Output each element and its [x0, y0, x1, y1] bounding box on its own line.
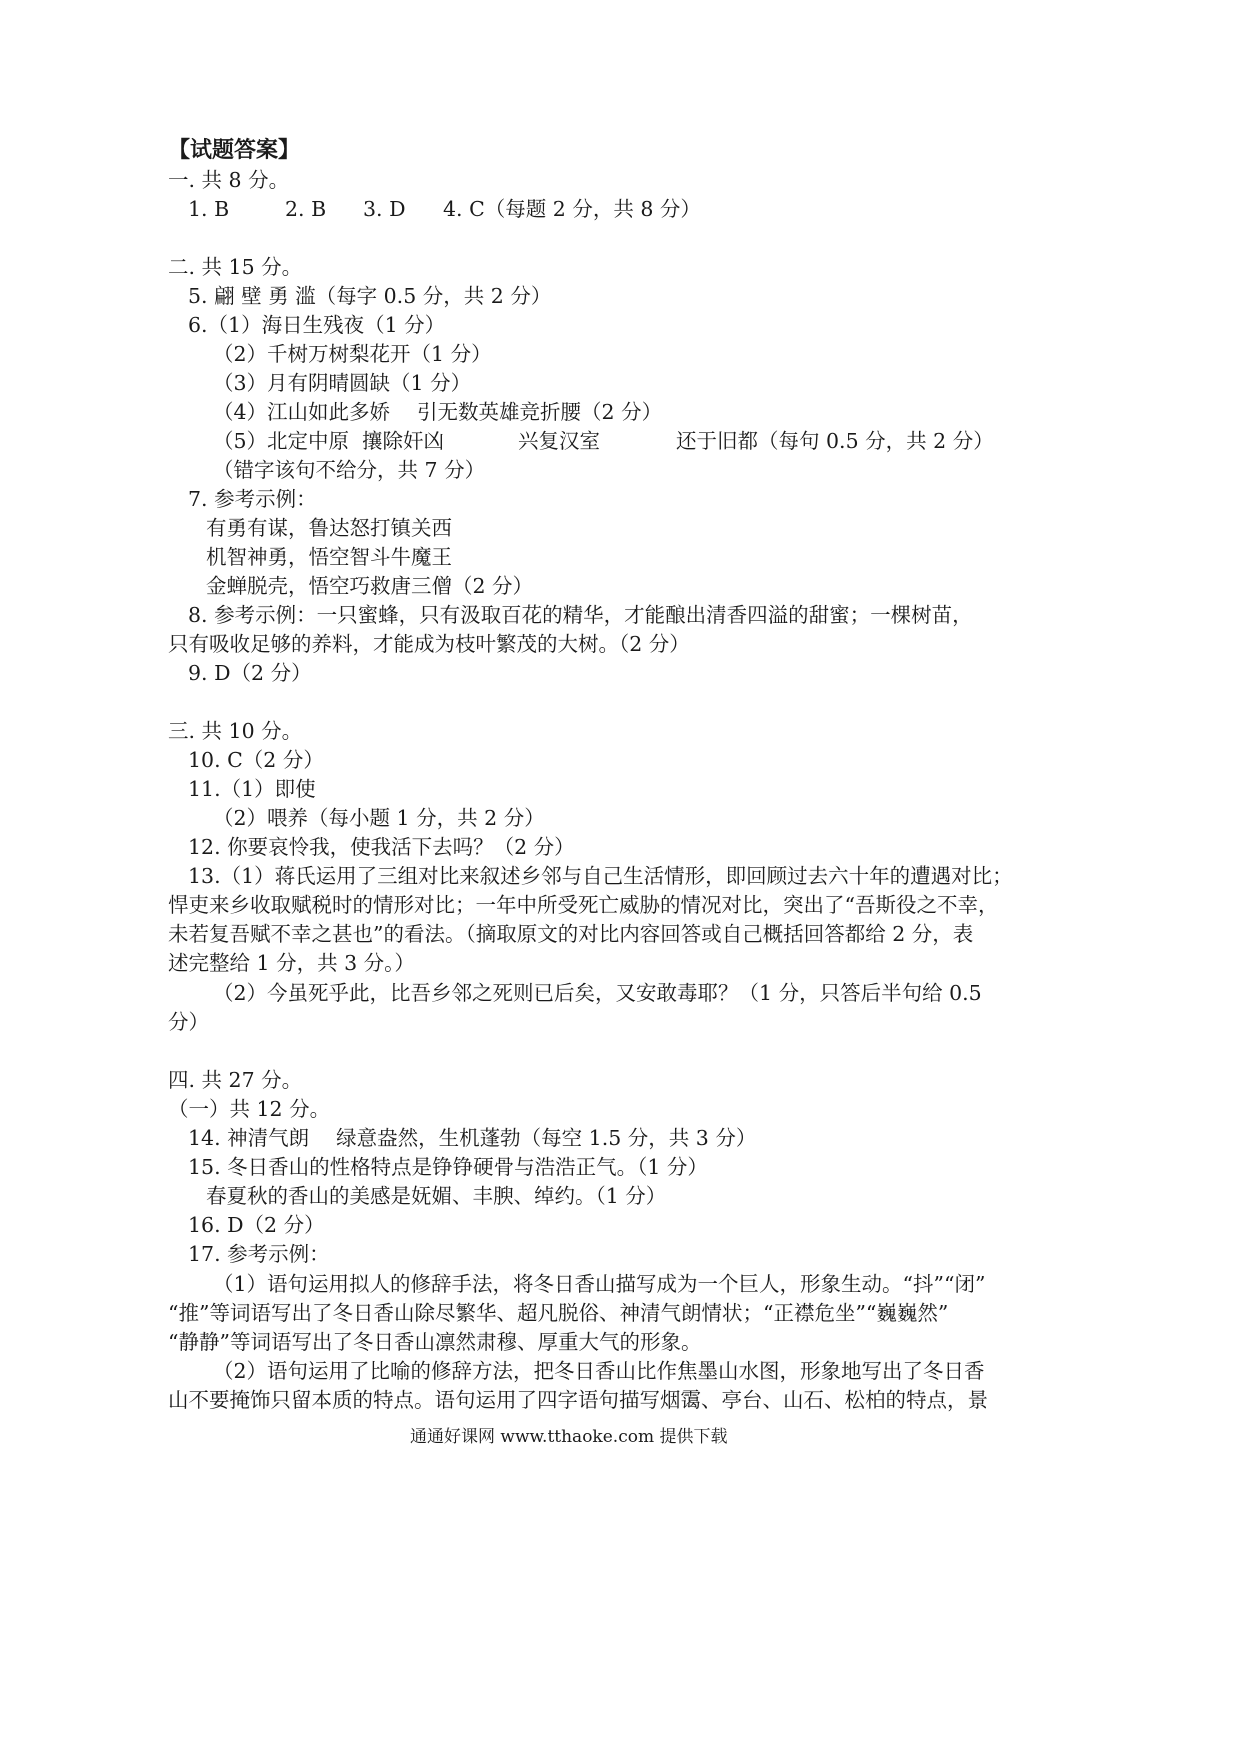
answer-q13-2-line-2: 分） [168, 1010, 209, 1034]
answer-q4: 4. C（每题 2 分，共 8 分） [443, 197, 701, 221]
answer-q6-5d: 还于旧都（每句 0.5 分，共 2 分） [676, 429, 994, 453]
answer-q13-line-3: 未若复吾赋不幸之甚也”的看法。（摘取原文的对比内容回答或自己概括回答都给 2 分，表 [168, 922, 974, 946]
answer-q3: 3. D [363, 197, 406, 221]
answer-q15-line-2: 春夏秋的香山的美感是妩媚、丰腴、绰约。（1 分） [206, 1184, 667, 1208]
answer-q17-1-line-3: “静静”等词语写出了冬日香山凛然肃穆、厚重大气的形象。 [168, 1330, 702, 1354]
section-1-title: 一. 共 8 分。 [168, 168, 290, 192]
answer-q8-line-2: 只有吸收足够的养料，才能成为枝叶繁茂的大树。（2 分） [168, 632, 690, 656]
section-4-sub-1: （一）共 12 分。 [168, 1097, 331, 1121]
answer-q17-2-line-1: （2）语句运用了比喻的修辞方法，把冬日香山比作焦墨山水图，形象地写出了冬日香 [213, 1359, 985, 1383]
answer-q6-5a: （5）北定中原 [213, 429, 350, 453]
answer-q1: 1. B [188, 197, 230, 221]
answer-q5: 5. 翩 壁 勇 滥（每字 0.5 分，共 2 分） [188, 284, 552, 308]
answer-q7-title: 7. 参考示例： [188, 487, 317, 511]
answer-q17-1-line-2: “推”等词语写出了冬日香山除尽繁华、超凡脱俗、神清气朗情状；“正襟危坐”“巍巍然” [168, 1301, 949, 1325]
answer-q8-line-1: 8. 参考示例：一只蜜蜂，只有汲取百花的精华，才能酿出清香四溢的甜蜜；一棵树苗， [188, 603, 973, 627]
answer-q16: 16. D（2 分） [188, 1213, 325, 1237]
section-3-title: 三. 共 10 分。 [168, 719, 303, 743]
answer-q12: 12. 你要哀怜我，使我活下去吗？（2 分） [188, 835, 575, 859]
answer-q13-line-1: 13.（1）蒋氏运用了三组对比来叙述乡邻与自己生活情形，即回顾过去六十年的遭遇对比； [188, 864, 1013, 888]
answer-q9: 9. D（2 分） [188, 661, 312, 685]
page-heading: 【试题答案】 [168, 137, 301, 163]
answer-q13-line-4: 述完整给 1 分，共 3 分。） [168, 951, 415, 975]
answer-q11-1: 11.（1）即使 [188, 777, 316, 801]
answer-q11-2: （2）喂养（每小题 1 分，共 2 分） [213, 806, 545, 830]
section-2-title: 二. 共 15 分。 [168, 255, 303, 279]
answer-q17-title: 17. 参考示例： [188, 1242, 330, 1266]
answer-q6-2: （2）千树万树梨花开（1 分） [213, 342, 492, 366]
answer-q6-3: （3）月有阴晴圆缺（1 分） [213, 371, 472, 395]
answer-q13-line-2: 悍吏来乡收取赋税时的情形对比；一年中所受死亡威胁的情况对比，突出了“吾斯役之不幸， [168, 893, 999, 917]
answer-q7-line-3: 金蝉脱壳，悟空巧救唐三僧（2 分） [206, 574, 534, 598]
page-footer: 通通好课网 www.tthaoke.com 提供下载 [410, 1427, 728, 1447]
answer-q10: 10. C（2 分） [188, 748, 324, 772]
answer-q6-note: （错字该句不给分，共 7 分） [213, 458, 486, 482]
section-4-title: 四. 共 27 分。 [168, 1068, 303, 1092]
answer-q17-2-line-2: 山不要掩饰只留本质的特点。语句运用了四字语句描写烟霭、亭台、山石、松柏的特点，景 [168, 1388, 988, 1412]
answer-q7-line-2: 机智神勇，悟空智斗牛魔王 [206, 545, 452, 569]
answer-q15-line-1: 15. 冬日香山的性格特点是铮铮硬骨与浩浩正气。（1 分） [188, 1155, 708, 1179]
answer-q7-line-1: 有勇有谋，鲁达怒打镇关西 [206, 516, 452, 540]
answer-q6-4: （4）江山如此多娇 引无数英雄竞折腰（2 分） [213, 400, 663, 424]
answer-q13-2-line-1: （2）今虽死乎此，比吾乡邻之死则已后矣，又安敢毒耶？（1 分，只答后半句给 0.5 [213, 981, 982, 1005]
answer-q6-5b: 攘除奸凶 [362, 429, 444, 453]
answer-q6-1: 6.（1）海日生残夜（1 分） [188, 313, 446, 337]
answer-q2: 2. B [285, 197, 327, 221]
answer-q6-5c: 兴复汉室 [518, 429, 600, 453]
answer-q14: 14. 神清气朗 绿意盎然，生机蓬勃（每空 1.5 分，共 3 分） [188, 1126, 757, 1150]
answer-q17-1-line-1: （1）语句运用拟人的修辞手法，将冬日香山描写成为一个巨人，形象生动。“抖”“闭” [213, 1272, 986, 1296]
